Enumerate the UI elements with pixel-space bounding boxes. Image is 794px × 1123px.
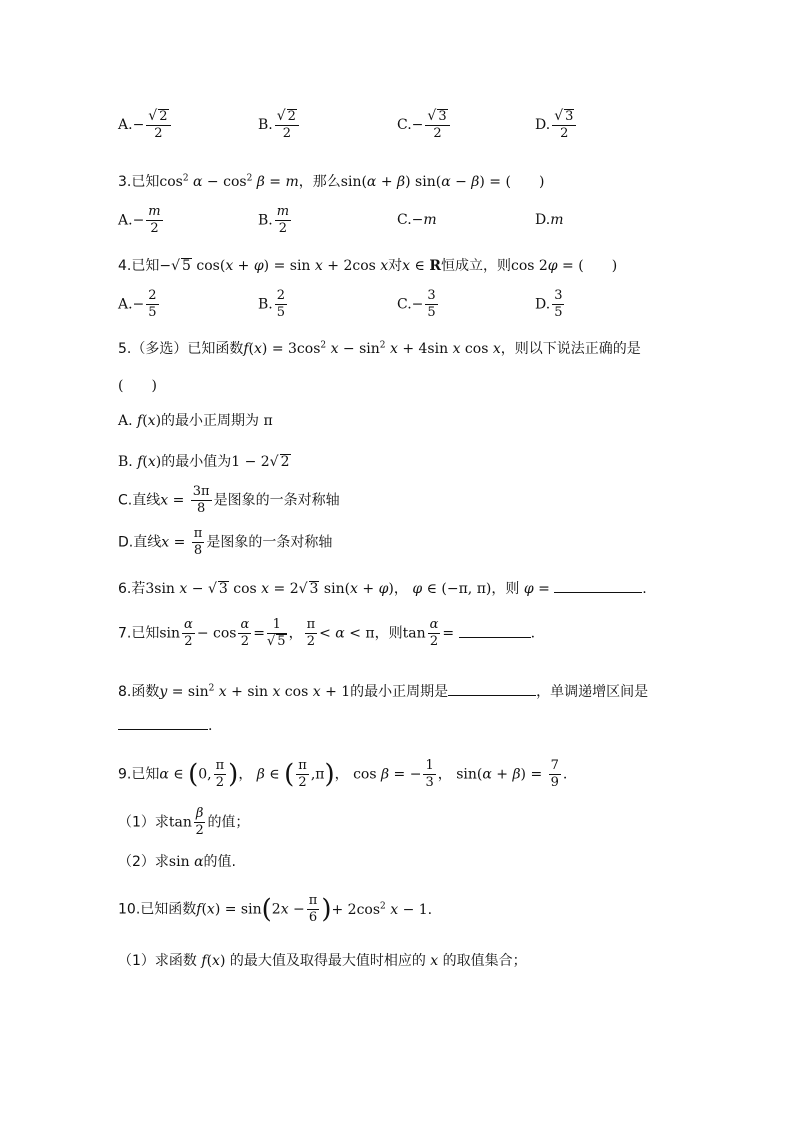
question-5-answer-paren: ( ) xyxy=(118,378,157,394)
answer-blank[interactable] xyxy=(448,695,536,696)
q3-option-c[interactable]: C.−m xyxy=(397,212,437,228)
q4-option-c[interactable]: C.− $\frac{3}{5}$ xyxy=(397,288,436,320)
q5-option-d[interactable]: D.直线x = $\frac{\pi}{8}$ 是图象的一条对称轴 xyxy=(118,526,333,558)
question-3-stem: 3.已知$\cos^2 \alpha - \cos^2 \beta = m$，那么sin(α + β) sin(α − β) = ( ) xyxy=(118,173,545,190)
question-10-stem: 10.已知函数f(x) = sin(2x − $\frac{\pi}{6}$ )+ $2\cos^2$ x − 1. xyxy=(118,893,433,925)
q2-option-c[interactable]: C.− $\frac{√ 3}{2}$ xyxy=(397,108,452,142)
question-8: 8.函数$y = \sin^2 x + \sin x$ cos x + 1的最小正周期是 ，单调递增区间是 xyxy=(118,683,649,700)
q5-option-a[interactable]: A. f(x)的最小正周期为 π xyxy=(118,413,273,429)
q3-option-a[interactable]: A.− $\frac{m}{2}$ xyxy=(118,204,161,236)
option-letter: A. xyxy=(118,117,133,133)
q5-option-b[interactable]: B. f(x)的最小值为1 − 2√ 2 xyxy=(118,454,290,470)
question-9-stem: 9.已知α ∈ (0, $\frac{\pi}{2}$ )， β ∈ ( $\frac{\pi}{2}$ ,π)， cos β = − $\frac{1}{3}$ ， sin(α + β) = $\frac{7}{9}$ . xyxy=(118,758,568,790)
option-letter: C. xyxy=(397,117,412,133)
question-4-stem: 4.已知−√ 5 cos(x + φ) = sin x + 2cos x对x ∈ R恒成立，则cos 2φ = ( ) xyxy=(118,258,618,274)
answer-blank[interactable] xyxy=(118,729,208,730)
q4-option-d[interactable]: D. $\frac{3}{5}$ xyxy=(535,288,563,320)
question-8-continued: . xyxy=(118,718,212,734)
question-9-part-1: （1）求tan $\frac{\beta}{2}$ 的值； xyxy=(118,806,250,838)
question-5-stem: 5.（多选）已知函数$f(x) = 3\cos^2$ $x - \sin^2 x + 4\sin$ x cos x，则以下说法正确的是 xyxy=(118,340,641,357)
q4-option-b[interactable]: B. $\frac{2}{5}$ xyxy=(258,288,286,320)
question-7: 7.已知sin $\frac{\alpha}{2}$ − cos $\frac{\alpha}{2}$ = $\frac{1}{√ 5}$ ， $\frac{\pi}{2}$ < α < π，则tan $\frac{\alpha}{2}$ = . xyxy=(118,617,536,649)
option-letter: B. xyxy=(258,117,273,133)
q2-option-b[interactable]: B. $\frac{√ 2}{2}$ xyxy=(258,108,301,142)
q5-option-c[interactable]: C.直线x = $\frac{3\pi}{8}$ 是图象的一条对称轴 xyxy=(118,484,340,516)
question-6: 6.若3sin x − √ 3 cos x = 2√ 3 sin(x + φ)， φ ∈ (−π, π)，则 φ = . xyxy=(118,581,647,597)
question-9-part-2: （2）求sin α的值. xyxy=(118,854,236,870)
q2-option-d[interactable]: D. $\frac{√ 3}{2}$ xyxy=(535,108,578,142)
q2-option-a[interactable]: A.− $\frac{√ 2}{2}$ xyxy=(118,108,173,142)
answer-blank[interactable] xyxy=(554,592,642,593)
q3-option-d[interactable]: D.m xyxy=(535,212,564,228)
answer-blank[interactable] xyxy=(459,637,531,638)
option-letter: D. xyxy=(535,117,551,133)
question-10-part-1: （1）求函数 f(x) 的最大值及取得最大值时相应的 x 的取值集合； xyxy=(118,953,527,969)
q3-option-b[interactable]: B. $\frac{m}{2}$ xyxy=(258,204,290,236)
q4-option-a[interactable]: A.− $\frac{2}{5}$ xyxy=(118,288,157,320)
